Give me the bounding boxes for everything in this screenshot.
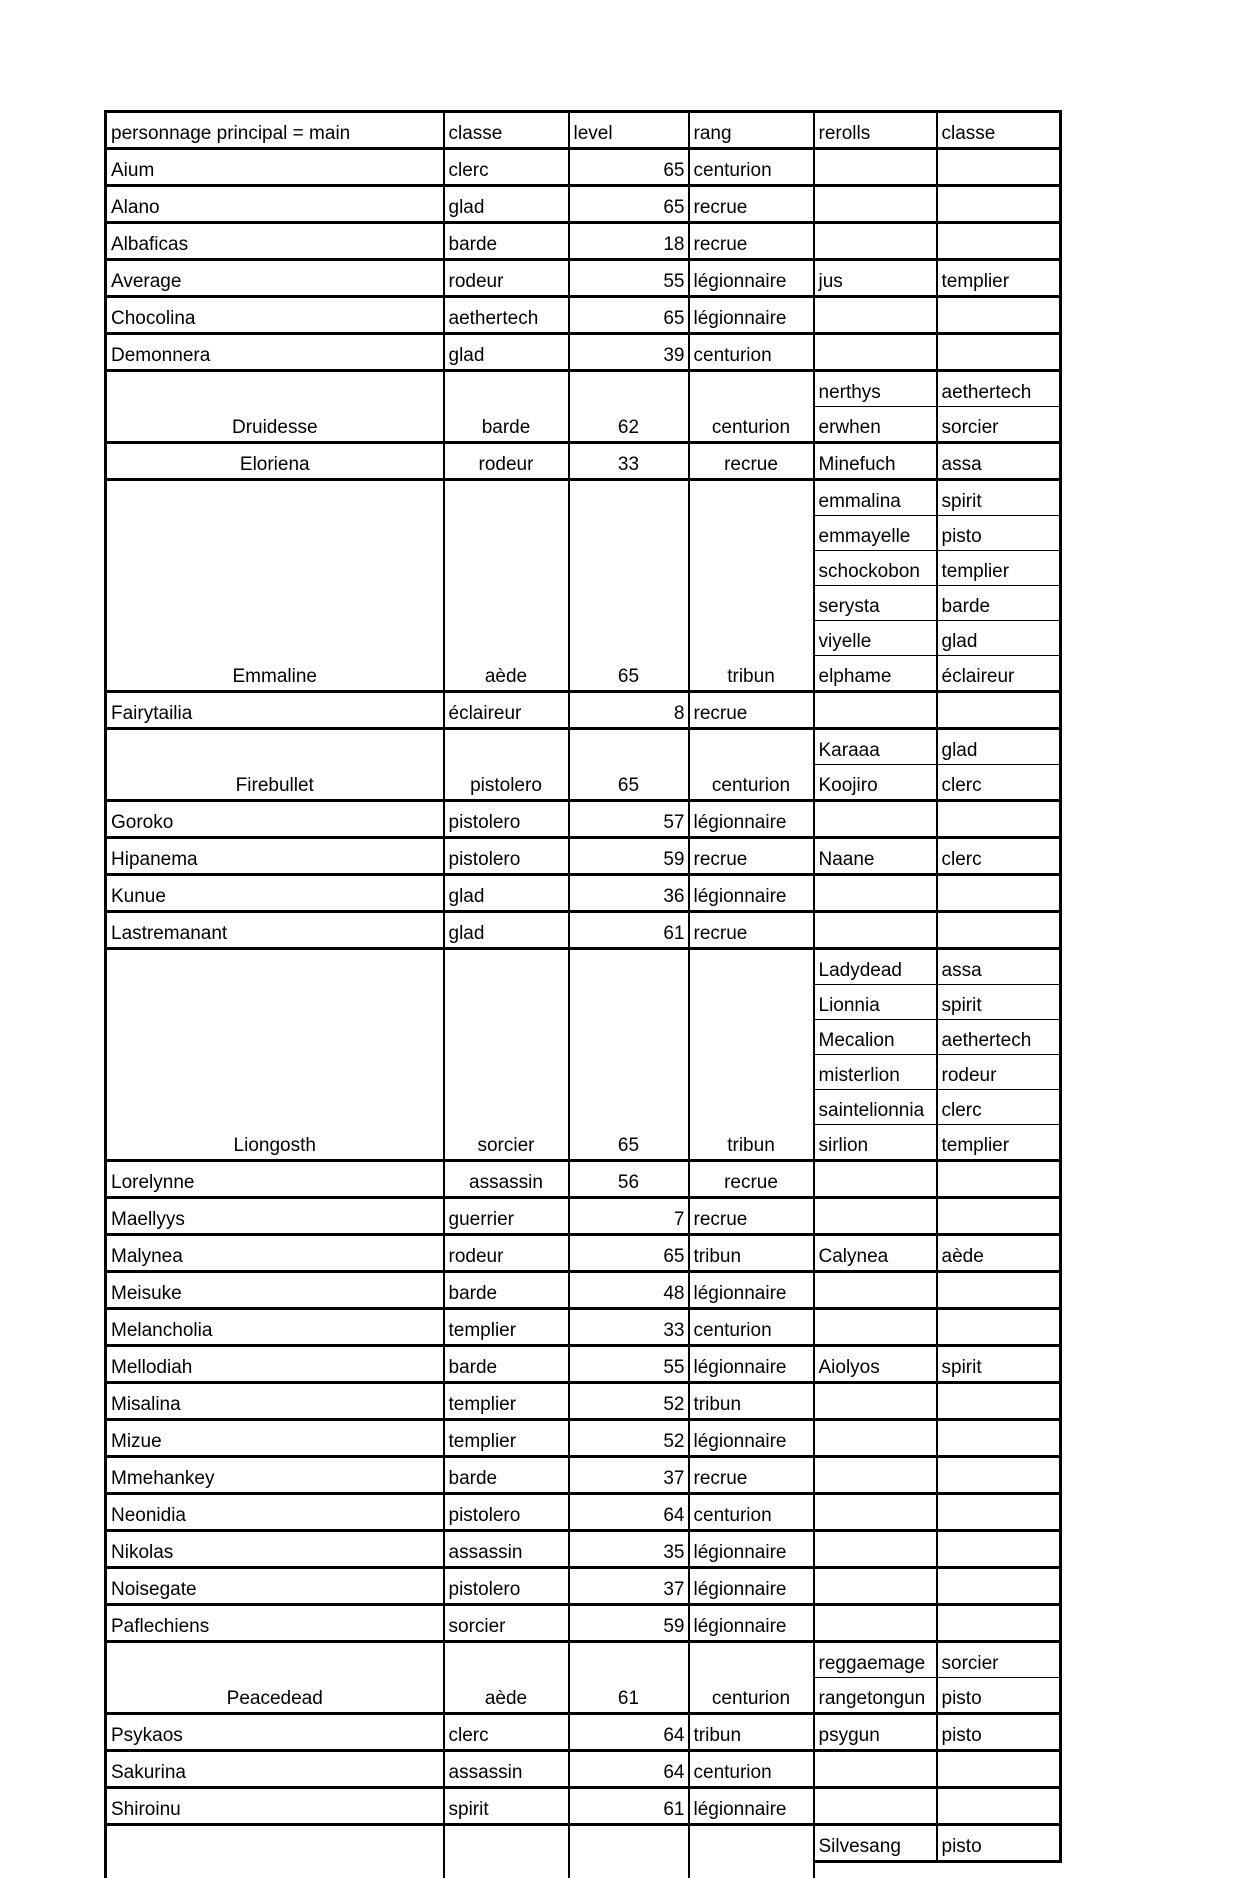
roster-table (104, 110, 1062, 1878)
cell-main-name: Eloriena (106, 443, 444, 480)
cell-classe: barde (444, 223, 569, 260)
cell-reroll-name: Mecalion (814, 1020, 937, 1055)
cell-rang: légionnaire (689, 1531, 814, 1568)
cell-reroll-classe: glad (937, 621, 1061, 656)
cell-reroll-name: nerthys (814, 371, 937, 407)
cell-reroll-name (814, 1383, 937, 1420)
header-classe: classe (444, 112, 569, 149)
character-row (106, 1751, 1061, 1788)
cell-reroll-name: Koojiro (814, 765, 937, 801)
cell-main-name: Lastremanant (106, 912, 444, 949)
cell-reroll-classe: clerc (937, 765, 1061, 801)
cell-level: 59 (569, 838, 689, 875)
cell-level: 61 (569, 912, 689, 949)
cell-reroll-classe: spirit (937, 1346, 1061, 1383)
character-row (106, 443, 1061, 480)
cell-classe: rodeur (444, 443, 569, 480)
cell-rang: centurion (689, 371, 814, 443)
cell-reroll-classe: aethertech (937, 371, 1061, 407)
cell-reroll-name (814, 1161, 937, 1198)
cell-main-name: Psykaos (106, 1714, 444, 1751)
cell-main-name: Chocolina (106, 297, 444, 334)
cell-classe: guerrier (444, 1198, 569, 1235)
cell-classe: pistolero (444, 1494, 569, 1531)
cell-rang: légionnaire (689, 1420, 814, 1457)
cell-classe: éclaireur (444, 692, 569, 729)
cell-classe: barde (444, 1457, 569, 1494)
cell-reroll-classe (937, 1568, 1061, 1605)
cell-classe: glad (444, 912, 569, 949)
cell-reroll-classe (937, 1494, 1061, 1531)
cell-classe: barde (444, 371, 569, 443)
cell-reroll-classe: clerc (937, 1090, 1061, 1125)
cell-reroll-name (814, 297, 937, 334)
cell-rang: légionnaire (689, 1346, 814, 1383)
cell-reroll-name: emmayelle (814, 516, 937, 551)
cell-reroll-classe (937, 875, 1061, 912)
cell-reroll-name: Aiolyos (814, 1346, 937, 1383)
cell-reroll-classe: assa (937, 949, 1061, 985)
cell-rang: centurion (689, 729, 814, 801)
cell-main-name: Paflechiens (106, 1605, 444, 1642)
cell-classe: aède (444, 1642, 569, 1714)
character-row (106, 729, 1061, 765)
cell-reroll-name (814, 1605, 937, 1642)
cell-level: 61 (569, 1642, 689, 1714)
cell-reroll-name (814, 186, 937, 223)
cell-level: 33 (569, 443, 689, 480)
cell-main-name: Kunue (106, 875, 444, 912)
character-row (106, 1309, 1061, 1346)
cell-reroll-name: erwhen (814, 407, 937, 443)
cell-rang: tribun (689, 1383, 814, 1420)
character-row (106, 186, 1061, 223)
cell-reroll-name (814, 223, 937, 260)
cell-rang: recrue (689, 838, 814, 875)
cell-level: 55 (569, 260, 689, 297)
cell-level: 57 (569, 801, 689, 838)
character-row (106, 334, 1061, 371)
cell-rang: légionnaire (689, 875, 814, 912)
cell-classe: aethertech (444, 297, 569, 334)
cell-rang: légionnaire (689, 297, 814, 334)
header-level: level (569, 112, 689, 149)
cell-rang: recrue (689, 692, 814, 729)
cell-main-name: Melancholia (106, 1309, 444, 1346)
cell-main-name: Albaficas (106, 223, 444, 260)
cell-level: 37 (569, 1457, 689, 1494)
cell-level: 56 (569, 1161, 689, 1198)
cell-rang: tribun (689, 480, 814, 692)
character-row (106, 912, 1061, 949)
cell-classe: pistolero (444, 838, 569, 875)
cell-classe: sorcier (444, 949, 569, 1161)
cell-reroll-classe (937, 186, 1061, 223)
character-row (106, 1825, 1061, 1862)
cell-main-name: Lorelynne (106, 1161, 444, 1198)
character-row (106, 1494, 1061, 1531)
character-row (106, 692, 1061, 729)
cell-classe: templier (444, 1420, 569, 1457)
cell-level: 65 (569, 186, 689, 223)
cell-reroll-name (814, 149, 937, 186)
character-row (106, 1383, 1061, 1420)
cell-main-name: Liongosth (106, 949, 444, 1161)
cell-reroll-classe (937, 1531, 1061, 1568)
cell-rang: recrue (689, 186, 814, 223)
cell-reroll-classe (937, 1751, 1061, 1788)
character-row (106, 1235, 1061, 1272)
cell-level: 35 (569, 1531, 689, 1568)
cell-classe: pistolero (444, 729, 569, 801)
header-rerolls: rerolls (814, 112, 937, 149)
cell-reroll-classe: pisto (937, 1678, 1061, 1714)
header-main: personnage principal = main (106, 112, 444, 149)
header-row (106, 112, 1061, 149)
cell-rang: recrue (689, 1198, 814, 1235)
cell-level: 65 (569, 949, 689, 1161)
cell-classe: barde (444, 1272, 569, 1309)
cell-level: 7 (569, 1198, 689, 1235)
cell-reroll-name (814, 1788, 937, 1825)
cell-rang: centurion (689, 1494, 814, 1531)
cell-level: 18 (569, 223, 689, 260)
cell-rang: légionnaire (689, 801, 814, 838)
cell-reroll-classe (937, 801, 1061, 838)
cell-reroll-name: emmalina (814, 480, 937, 516)
cell-reroll-name (814, 875, 937, 912)
cell-classe: templier (444, 1309, 569, 1346)
cell-classe: sorcier (444, 1605, 569, 1642)
cell-reroll-classe (937, 334, 1061, 371)
cell-reroll-name (814, 1457, 937, 1494)
cell-reroll-classe (937, 1605, 1061, 1642)
cell-main-name: Misalina (106, 1383, 444, 1420)
character-row (106, 1198, 1061, 1235)
cell-reroll-name: psygun (814, 1714, 937, 1751)
cell-reroll-name: Karaaa (814, 729, 937, 765)
cell-main-name: Meisuke (106, 1272, 444, 1309)
cell-rang: légionnaire (689, 1605, 814, 1642)
cell-rang: recrue (689, 223, 814, 260)
cell-main-name: Demonnera (106, 334, 444, 371)
cell-classe: glad (444, 875, 569, 912)
cell-main-name: Firebullet (106, 729, 444, 801)
cell-classe: pistolero (444, 1568, 569, 1605)
cell-level: 48 (569, 1272, 689, 1309)
character-row (106, 801, 1061, 838)
cell-reroll-classe (937, 1788, 1061, 1825)
cell-reroll-name (814, 692, 937, 729)
cell-main-name: Mellodiah (106, 1346, 444, 1383)
cell-level: 65 (569, 297, 689, 334)
cell-reroll-name: viyelle (814, 621, 937, 656)
character-row (106, 1161, 1061, 1198)
cell-classe: clerc (444, 1714, 569, 1751)
cell-reroll-name: rangetongun (814, 1678, 937, 1714)
character-row (106, 1420, 1061, 1457)
cell-classe: glad (444, 334, 569, 371)
cell-main-name: Malynea (106, 1235, 444, 1272)
cell-level: 62 (569, 371, 689, 443)
cell-level: 64 (569, 1494, 689, 1531)
cell-rang: légionnaire (689, 1568, 814, 1605)
cell-reroll-classe: rodeur (937, 1055, 1061, 1090)
cell-level: 65 (569, 1235, 689, 1272)
cell-rang (689, 1825, 814, 1878)
cell-classe: aède (444, 480, 569, 692)
cell-level: 61 (569, 1788, 689, 1825)
cell-reroll-name (814, 801, 937, 838)
cell-level (569, 1825, 689, 1878)
cell-level: 59 (569, 1605, 689, 1642)
cell-reroll-classe: templier (937, 551, 1061, 586)
cell-level: 37 (569, 1568, 689, 1605)
cell-level: 64 (569, 1714, 689, 1751)
cell-main-name (106, 1825, 444, 1878)
cell-classe: assassin (444, 1531, 569, 1568)
cell-reroll-classe: barde (937, 586, 1061, 621)
cell-reroll-classe (937, 1198, 1061, 1235)
cell-reroll-classe: pisto (937, 1825, 1061, 1862)
cell-main-name: Alano (106, 186, 444, 223)
cell-level: 52 (569, 1383, 689, 1420)
cell-reroll-classe (937, 297, 1061, 334)
cell-reroll-classe (937, 1420, 1061, 1457)
cell-classe: spirit (444, 1788, 569, 1825)
cell-main-name: Shiroinu (106, 1788, 444, 1825)
cell-reroll-classe (937, 692, 1061, 729)
character-row (106, 260, 1061, 297)
character-row (106, 1568, 1061, 1605)
cell-classe: clerc (444, 149, 569, 186)
cell-reroll-classe: glad (937, 729, 1061, 765)
cell-rang: recrue (689, 912, 814, 949)
character-row (106, 875, 1061, 912)
character-row (106, 1457, 1061, 1494)
cell-reroll-classe: éclaireur (937, 656, 1061, 692)
cell-reroll-name (814, 1751, 937, 1788)
cell-reroll-name: Naane (814, 838, 937, 875)
cell-reroll-name (814, 912, 937, 949)
cell-reroll-name (814, 1531, 937, 1568)
cell-reroll-classe (937, 912, 1061, 949)
cell-reroll-classe (937, 1309, 1061, 1346)
cell-reroll-name (814, 1309, 937, 1346)
cell-level: 33 (569, 1309, 689, 1346)
cell-classe: assassin (444, 1751, 569, 1788)
cell-level: 39 (569, 334, 689, 371)
cell-rang: centurion (689, 334, 814, 371)
cell-main-name: Sakurina (106, 1751, 444, 1788)
cell-level: 65 (569, 149, 689, 186)
cell-reroll-name (814, 1198, 937, 1235)
cell-level: 8 (569, 692, 689, 729)
cell-level: 36 (569, 875, 689, 912)
cell-reroll-name (814, 334, 937, 371)
cell-main-name: Nikolas (106, 1531, 444, 1568)
cell-reroll-classe: spirit (937, 985, 1061, 1020)
cell-reroll-name: Silvesang (814, 1825, 937, 1862)
cell-main-name: Goroko (106, 801, 444, 838)
cell-reroll-classe (937, 223, 1061, 260)
cell-reroll-classe: pisto (937, 1714, 1061, 1751)
cell-reroll-name: elphame (814, 656, 937, 692)
cell-main-name: Maellyys (106, 1198, 444, 1235)
cell-reroll-name: misterlion (814, 1055, 937, 1090)
cell-level: 52 (569, 1420, 689, 1457)
cell-reroll-classe: aède (937, 1235, 1061, 1272)
cell-rang: tribun (689, 1714, 814, 1751)
character-row (106, 371, 1061, 407)
cell-reroll-classe (937, 1272, 1061, 1309)
cell-rang: légionnaire (689, 260, 814, 297)
cell-reroll-classe: assa (937, 443, 1061, 480)
cell-level: 55 (569, 1346, 689, 1383)
cell-reroll-classe: templier (937, 1125, 1061, 1161)
cell-main-name: Emmaline (106, 480, 444, 692)
character-row (106, 149, 1061, 186)
cell-reroll-name: Ladydead (814, 949, 937, 985)
cell-level: 64 (569, 1751, 689, 1788)
cell-reroll-classe (937, 1457, 1061, 1494)
cell-reroll-classe: templier (937, 260, 1061, 297)
character-row (106, 1346, 1061, 1383)
character-row (106, 480, 1061, 516)
character-row (106, 1642, 1061, 1678)
character-row (106, 1788, 1061, 1825)
cell-classe: pistolero (444, 801, 569, 838)
cell-main-name: Peacedead (106, 1642, 444, 1714)
cell-reroll-name: serysta (814, 586, 937, 621)
cell-reroll-classe: aethertech (937, 1020, 1061, 1055)
cell-classe: glad (444, 186, 569, 223)
header-reroll-classe: classe (937, 112, 1061, 149)
cell-main-name: Fairytailia (106, 692, 444, 729)
cell-rang: légionnaire (689, 1788, 814, 1825)
cell-rang: centurion (689, 149, 814, 186)
cell-reroll-name: Minefuch (814, 443, 937, 480)
cell-classe: templier (444, 1383, 569, 1420)
cell-classe: rodeur (444, 260, 569, 297)
cell-reroll-classe (937, 1383, 1061, 1420)
cell-reroll-classe (937, 149, 1061, 186)
roster-sheet (104, 110, 1062, 1878)
cell-classe (444, 1825, 569, 1878)
cell-rang: tribun (689, 1235, 814, 1272)
character-row (106, 949, 1061, 985)
cell-reroll-name: schockobon (814, 551, 937, 586)
cell-main-name: Neonidia (106, 1494, 444, 1531)
cell-level: 65 (569, 729, 689, 801)
cell-rang: tribun (689, 949, 814, 1161)
cell-reroll-classe: spirit (937, 480, 1061, 516)
cell-classe: assassin (444, 1161, 569, 1198)
character-row (106, 1714, 1061, 1751)
cell-reroll-name: saintelionnia (814, 1090, 937, 1125)
cell-reroll-classe: sorcier (937, 407, 1061, 443)
cell-level: 65 (569, 480, 689, 692)
cell-reroll-classe: sorcier (937, 1642, 1061, 1678)
cell-reroll-name (814, 1494, 937, 1531)
cell-reroll-name (814, 1420, 937, 1457)
cell-rang: recrue (689, 1457, 814, 1494)
cell-main-name: Mmehankey (106, 1457, 444, 1494)
cell-main-name: Mizue (106, 1420, 444, 1457)
cell-reroll-name: sirlion (814, 1125, 937, 1161)
cell-classe: rodeur (444, 1235, 569, 1272)
cell-reroll-name (814, 1272, 937, 1309)
cell-main-name: Druidesse (106, 371, 444, 443)
character-row (106, 1605, 1061, 1642)
cell-reroll-name (814, 1568, 937, 1605)
cell-rang: centurion (689, 1642, 814, 1714)
character-row (106, 223, 1061, 260)
cell-classe: barde (444, 1346, 569, 1383)
cell-reroll-name: Calynea (814, 1235, 937, 1272)
cell-rang: centurion (689, 1309, 814, 1346)
cell-rang: recrue (689, 443, 814, 480)
cell-main-name: Average (106, 260, 444, 297)
cell-reroll-name: jus (814, 260, 937, 297)
cell-main-name: Aium (106, 149, 444, 186)
character-row (106, 838, 1061, 875)
cell-rang: recrue (689, 1161, 814, 1198)
cell-reroll-classe (937, 1161, 1061, 1198)
cell-main-name: Hipanema (106, 838, 444, 875)
cell-reroll-classe: clerc (937, 838, 1061, 875)
cell-reroll-name: Lionnia (814, 985, 937, 1020)
cell-reroll-classe: pisto (937, 516, 1061, 551)
cell-rang: centurion (689, 1751, 814, 1788)
character-row (106, 297, 1061, 334)
cell-rang: légionnaire (689, 1272, 814, 1309)
character-row (106, 1272, 1061, 1309)
cell-main-name: Noisegate (106, 1568, 444, 1605)
character-row (106, 1531, 1061, 1568)
cell-reroll-name: reggaemage (814, 1642, 937, 1678)
header-rang: rang (689, 112, 814, 149)
